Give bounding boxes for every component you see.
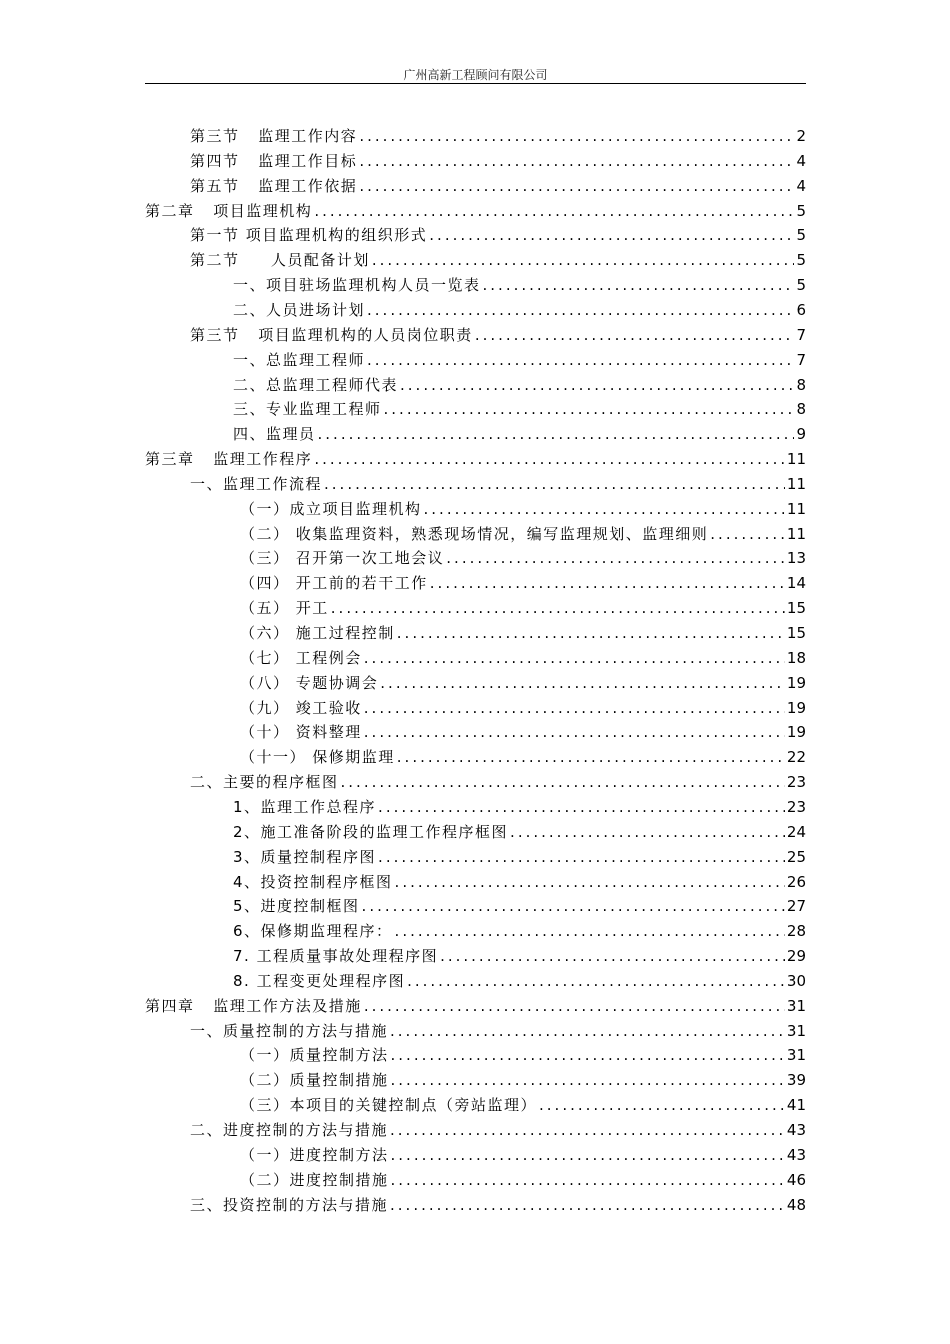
toc-entry-page-number: 5 [796,276,806,295]
toc-entry-title: （一）进度控制方法 [240,1145,389,1164]
toc-entry[interactable] [145,201,806,221]
toc-entry[interactable] [240,499,806,519]
toc-dot-leader [430,573,785,593]
toc-entry-title: （二）进度控制措施 [240,1170,389,1189]
toc-entry[interactable] [233,946,806,966]
toc-entry[interactable] [233,350,806,370]
toc-entry-page-number: 7 [796,350,806,369]
toc-entry-title: 第二节 人员配备计划 [190,251,370,270]
toc-dot-leader [429,225,794,245]
toc-entry-page-number: 22 [786,748,806,767]
toc-entry[interactable] [240,548,806,568]
toc-dot-leader [378,847,785,867]
toc-entry[interactable] [190,126,806,146]
toc-dot-leader [384,399,795,419]
toc-dot-leader [364,698,785,718]
toc-entry-title: 四、监理员 [233,425,316,444]
toc-entry-page-number: 31 [786,996,806,1015]
toc-dot-leader [390,1195,785,1215]
toc-entry[interactable] [233,822,806,842]
toc-entry-page-number: 24 [786,822,806,841]
toc-dot-leader [359,126,794,146]
toc-dot-leader [391,1170,785,1190]
header-rule [145,83,806,84]
toc-dot-leader [364,648,785,668]
toc-entry-page-number: 41 [786,1096,806,1115]
toc-entry-title: （一）质量控制方法 [240,1046,389,1065]
toc-entry[interactable] [240,623,806,643]
toc-entry-title: 7. 工程质量事故处理程序图 [233,947,439,966]
toc-entry-page-number: 29 [786,947,806,966]
toc-entry-title: 2、施工准备阶段的监理工作程序框图 [233,822,509,841]
toc-entry-page-number: 4 [796,176,806,195]
toc-entry-page-number: 8 [796,400,806,419]
toc-entry[interactable] [233,424,806,444]
toc-entry[interactable] [145,449,806,469]
toc-dot-leader [314,449,785,469]
toc-dot-leader [391,1070,785,1090]
toc-entry-title: （十一） 保修期监理 [240,748,395,767]
toc-entry-page-number: 39 [786,1071,806,1090]
toc-entry-page-number: 11 [786,474,806,493]
toc-entry-page-number: 48 [786,1195,806,1214]
toc-entry-title: 3、质量控制程序图 [233,847,377,866]
toc-entry[interactable] [233,375,806,395]
toc-dot-leader [359,151,794,171]
toc-entry-page-number: 19 [786,673,806,692]
toc-dot-leader [446,548,785,568]
toc-entry-title: 第五节 监理工作依据 [190,176,358,195]
toc-dot-leader [400,375,794,395]
toc-entry-title: 二、人员进场计划 [233,300,366,319]
toc-entry-title: （四） 开工前的若干工作 [240,574,428,593]
toc-entry-title: （六） 施工过程控制 [240,624,395,642]
toc-entry-page-number: 2 [796,127,806,145]
toc-entry-title: 5、进度控制框图 [233,897,360,916]
toc-dot-leader [397,747,785,767]
toc-entry-page-number: 31 [786,1046,806,1065]
toc-entry-title: （八） 专题协调会 [240,673,379,692]
toc-entry-page-number: 5 [796,226,806,245]
toc-entry-title: 一、项目驻场监理机构人员一览表 [233,276,481,295]
toc-entry[interactable] [190,225,806,245]
toc-entry[interactable] [233,275,806,295]
toc-entry-title: 第四章 监理工作方法及措施 [145,996,362,1015]
toc-entry[interactable] [233,921,806,941]
toc-entry-title: （三） 召开第一次工地会议 [240,549,445,568]
toc-entry-page-number: 31 [786,1021,806,1040]
toc-entry-page-number: 19 [786,723,806,742]
toc-entry-page-number: 9 [796,425,806,444]
toc-entry-title: （三）本项目的关键控制点（旁站监理） [240,1096,538,1115]
toc-entry[interactable] [145,996,806,1016]
toc-dot-leader [367,300,794,320]
toc-entry-page-number: 28 [786,922,806,941]
toc-entry-page-number: 18 [786,648,806,667]
toc-entry-page-number: 30 [786,971,806,990]
toc-entry[interactable] [233,847,806,867]
toc-entry-title: 二、总监理工程师代表 [233,375,399,394]
toc-entry-page-number: 5 [796,251,806,270]
toc-dot-leader [359,176,794,196]
toc-dot-leader [367,350,794,370]
toc-dot-leader [314,201,794,221]
toc-entry-title: 一、总监理工程师 [233,350,366,369]
toc-entry-title: 6、保修期监理程序： [233,922,393,941]
toc-entry-title: 1、监理工作总程序 [233,797,377,816]
toc-entry[interactable] [190,176,806,196]
toc-entry-page-number: 7 [796,325,806,344]
toc-dot-leader [324,474,785,494]
toc-entry[interactable] [240,747,806,767]
toc-entry-page-number: 43 [786,1145,806,1164]
toc-entry-page-number: 8 [796,375,806,394]
toc-dot-leader [390,1120,785,1140]
toc-dot-leader [364,996,785,1016]
toc-dot-leader [331,598,785,618]
toc-dot-leader [341,772,785,792]
toc-entry[interactable] [233,797,806,817]
toc-dot-leader [390,1021,785,1041]
toc-entry-page-number: 6 [796,300,806,319]
toc-entry[interactable] [190,151,806,171]
toc-entry[interactable] [190,250,806,270]
toc-entry-page-number: 11 [786,499,806,518]
toc-dot-leader [395,921,785,941]
toc-dot-leader [483,275,795,295]
toc-dot-leader [380,673,785,693]
toc-entry-page-number: 4 [796,151,806,170]
toc-dot-leader [395,872,785,892]
toc-entry-page-number: 5 [796,201,806,220]
toc-entry-page-number: 23 [786,773,806,792]
toc-entry-title: 一、监理工作流程 [190,474,323,493]
toc-entry-title: 二、主要的程序框图 [190,773,339,792]
toc-dot-leader [372,250,795,270]
toc-entry-page-number: 11 [786,450,806,469]
toc-entry[interactable] [240,1095,806,1115]
toc-dot-leader [391,1145,785,1165]
toc-entry[interactable] [240,1070,806,1090]
toc-entry[interactable] [240,648,806,668]
toc-entry[interactable] [240,573,806,593]
page-header-company: 广州高新工程顾问有限公司 [403,68,548,82]
toc-entry-page-number: 27 [786,897,806,916]
toc-entry-title: （九） 竣工验收 [240,698,362,717]
toc-dot-leader [407,971,785,991]
toc-entry-title: 8. 工程变更处理程序图 [233,971,406,990]
toc-entry[interactable] [233,300,806,320]
toc-entry-title: 三、专业监理工程师 [233,400,382,419]
toc-entry-title: （一）成立项目监理机构 [240,499,422,518]
toc-entry[interactable] [240,524,806,544]
toc-entry-title: （五） 开工 [240,599,329,618]
toc-entry[interactable] [240,1045,806,1065]
toc-entry-title: 第三节 项目监理机构的人员岗位职责 [190,325,473,344]
toc-entry-title: 第一节 项目监理机构的组织形式 [190,226,428,245]
toc-entry-page-number: 43 [786,1121,806,1139]
toc-entry[interactable] [240,1170,806,1190]
toc-entry-page-number: 15 [786,624,806,642]
toc-entry-page-number: 15 [786,599,806,618]
toc-entry-title: （七） 工程例会 [240,648,362,667]
toc-entry[interactable] [240,598,806,618]
toc-entry-title: 二、进度控制的方法与措施 [190,1121,389,1139]
toc-entry-title: 三、投资控制的方法与措施 [190,1195,389,1214]
toc-entry-title: 第四节 监理工作目标 [190,151,358,170]
toc-entry-title: 第三章 监理工作程序 [145,450,313,469]
toc-entry-title: 一、质量控制的方法与措施 [190,1021,389,1040]
toc-entry-title: 4、投资控制程序框图 [233,872,393,891]
toc-entry-page-number: 13 [786,549,806,568]
toc-entry[interactable] [190,772,806,792]
toc-entry[interactable] [190,1195,806,1215]
toc-entry-page-number: 11 [786,524,806,543]
toc-entry-title: 第二章 项目监理机构 [145,201,313,220]
toc-dot-leader [397,623,785,643]
toc-entry[interactable] [233,971,806,991]
toc-entry-page-number: 14 [786,574,806,593]
toc-dot-leader [424,499,785,519]
toc-entry[interactable] [190,474,806,494]
toc-entry-title: （十） 资料整理 [240,723,362,742]
toc-entry[interactable] [190,1021,806,1041]
toc-dot-leader [475,325,795,345]
toc-entry[interactable] [233,399,806,419]
toc-entry[interactable] [190,1120,806,1140]
toc-entry[interactable] [240,673,806,693]
toc-entry[interactable] [240,698,806,718]
toc-entry-page-number: 46 [786,1170,806,1189]
toc-entry-page-number: 25 [786,847,806,866]
toc-dot-leader [378,797,785,817]
toc-entry-title: （二） 收集监理资料，熟悉现场情况，编写监理规划、监理细则 [240,524,709,543]
toc-entry[interactable] [240,1145,806,1165]
toc-entry[interactable] [190,325,806,345]
toc-entry[interactable] [233,896,806,916]
toc-dot-leader [440,946,785,966]
toc-dot-leader [391,1045,785,1065]
toc-dot-leader [318,424,795,444]
toc-entry-title: 第三节 监理工作内容 [190,127,358,145]
toc-dot-leader [364,722,785,742]
toc-entry-page-number: 26 [786,872,806,891]
toc-dot-leader [510,822,785,842]
toc-entry[interactable] [233,872,806,892]
toc-dot-leader [362,896,785,916]
toc-entry[interactable] [240,722,806,742]
toc-entry-page-number: 23 [786,797,806,816]
toc-dot-leader [539,1095,785,1115]
toc-entry-title: （二）质量控制措施 [240,1071,389,1090]
toc-dot-leader [710,524,785,544]
toc-entry-page-number: 19 [786,698,806,717]
